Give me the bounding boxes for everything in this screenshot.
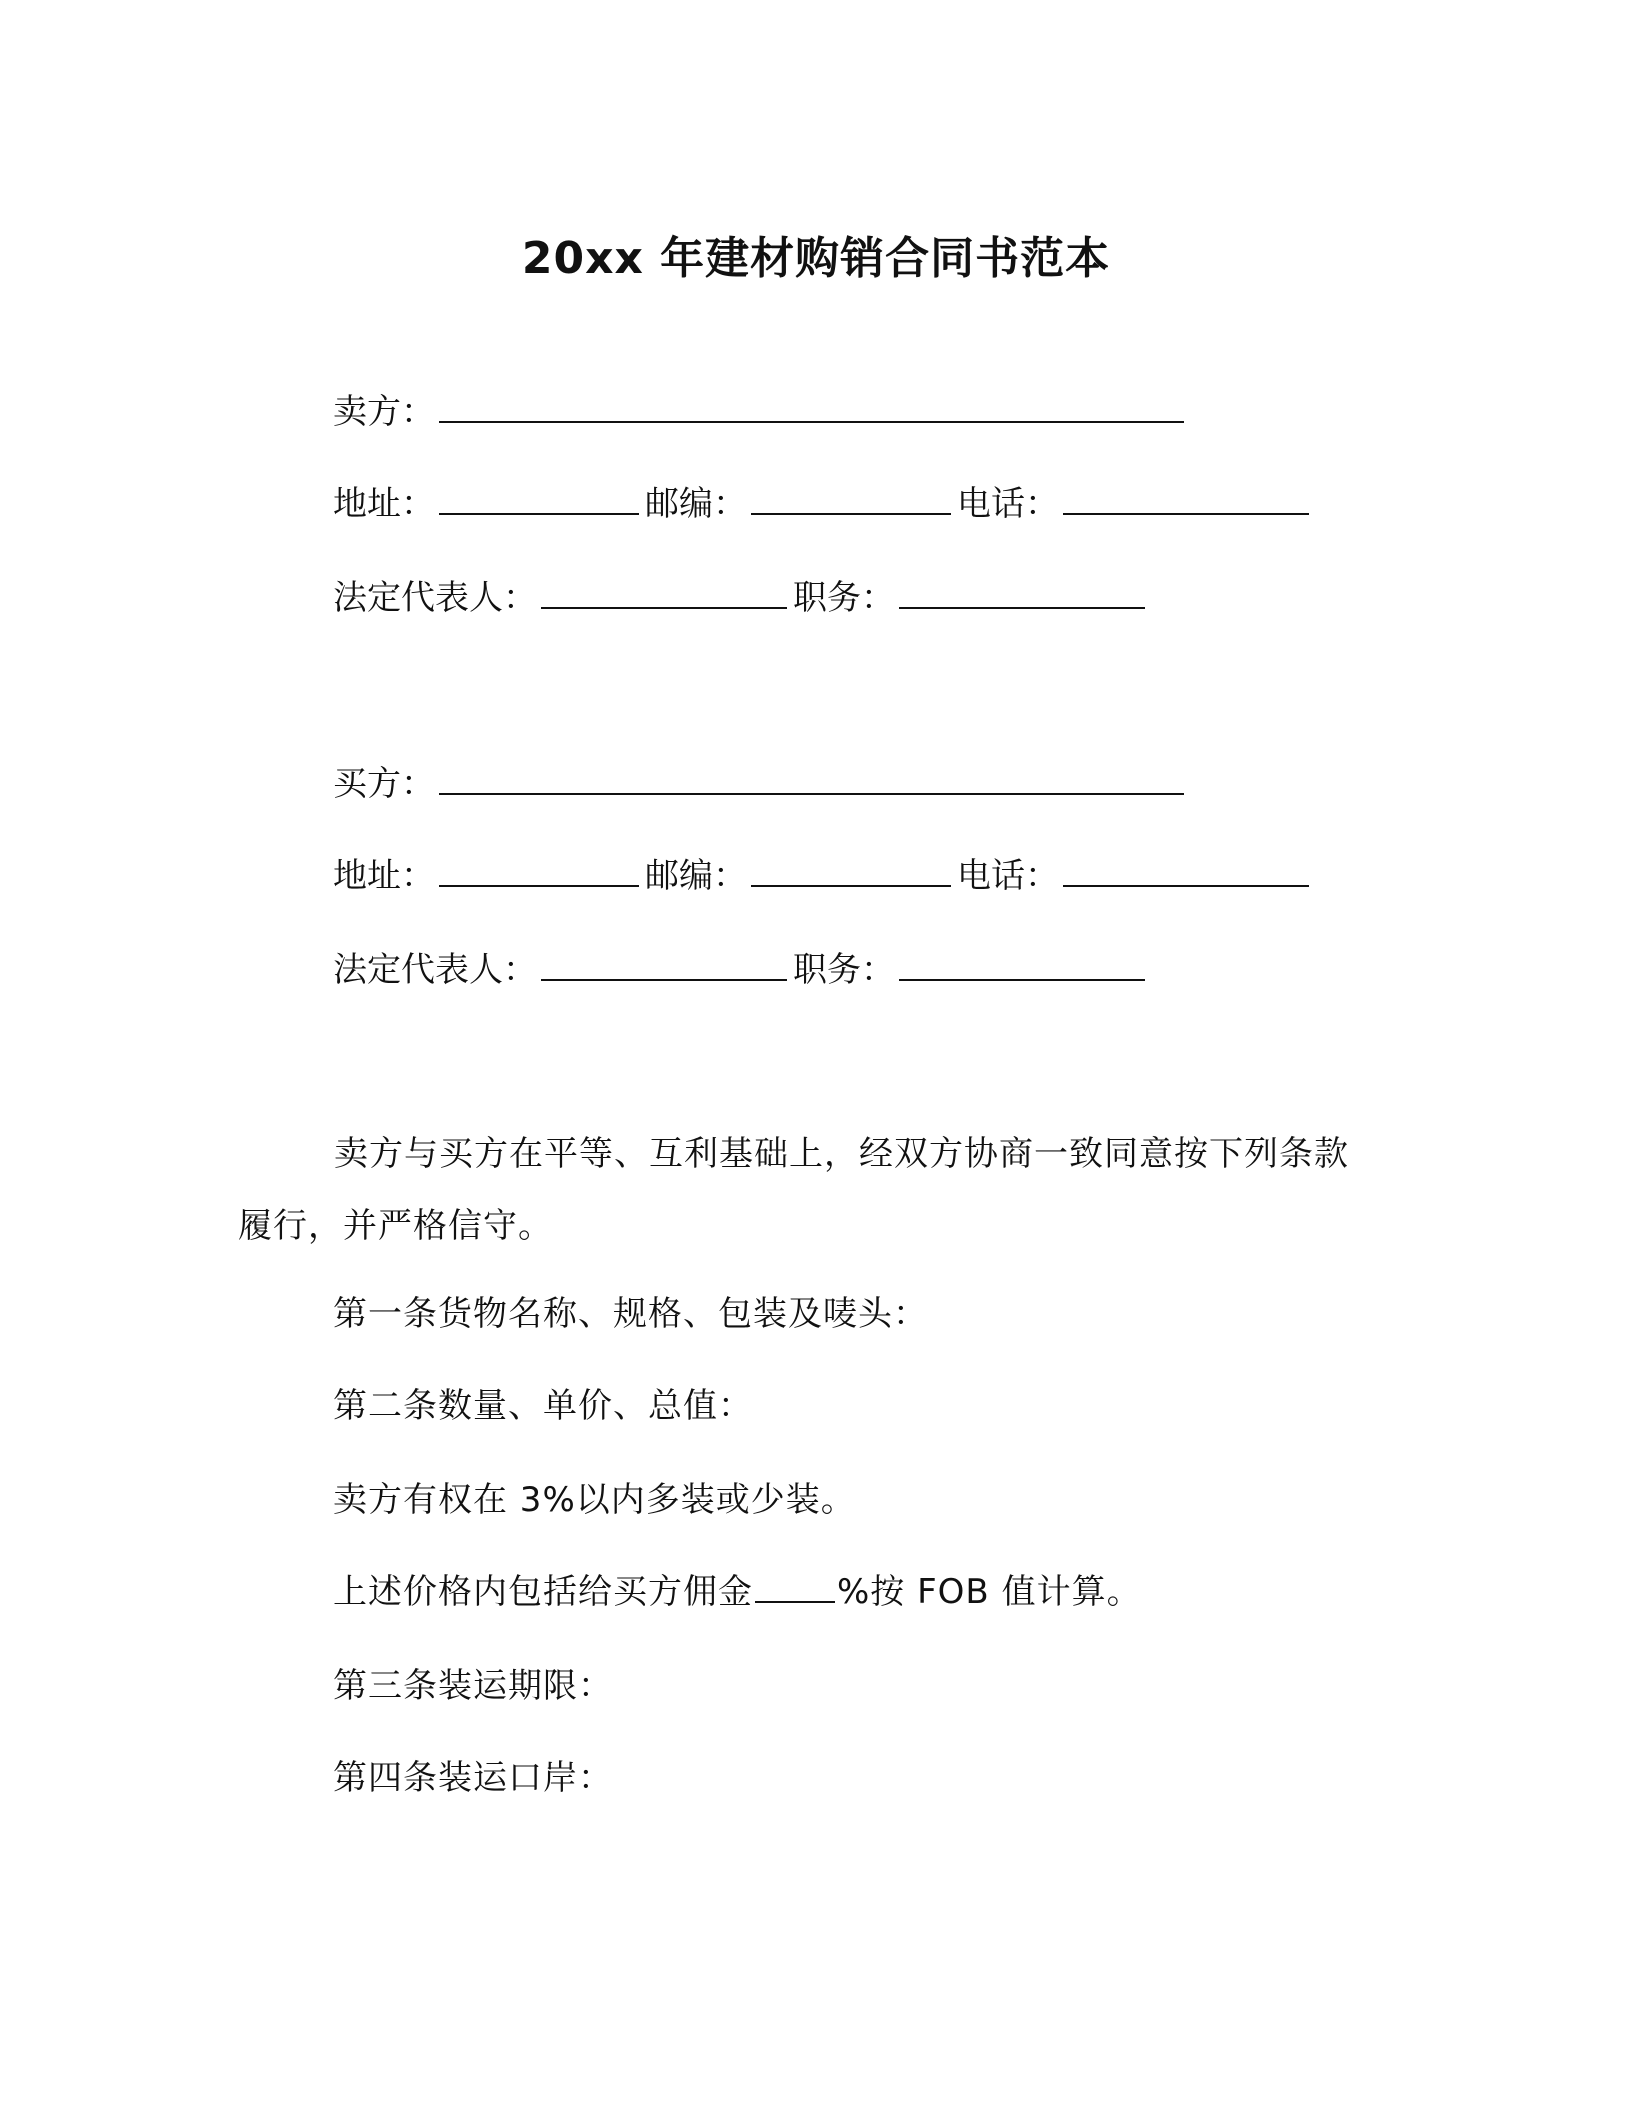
- buyer-position-blank[interactable]: [899, 949, 1145, 981]
- seller-position-blank[interactable]: [899, 577, 1145, 609]
- commission-text-before: 上述价格内包括给买方佣金: [333, 1572, 753, 1612]
- clause-1: 第一条货物名称、规格、包装及唛头：: [333, 1294, 928, 1334]
- seller-postcode-blank[interactable]: [751, 483, 951, 515]
- buyer-label: 买方：: [333, 764, 435, 804]
- commission-text-after: %按 FOB 值计算。: [837, 1572, 1142, 1612]
- seller-contact-line: [333, 480, 1315, 528]
- seller-postcode-label: 邮编：: [645, 484, 747, 524]
- buyer-phone-blank[interactable]: [1063, 855, 1309, 887]
- buyer-name-line: [333, 760, 1190, 808]
- seller-address-label: 地址：: [333, 484, 435, 524]
- buyer-legal-rep-blank[interactable]: [541, 949, 787, 981]
- seller-phone-blank[interactable]: [1063, 483, 1309, 515]
- buyer-postcode-blank[interactable]: [751, 855, 951, 887]
- buyer-position-label: 职务：: [793, 950, 895, 990]
- seller-label: 卖方：: [333, 392, 435, 432]
- seller-position-label: 职务：: [793, 578, 895, 618]
- seller-legal-rep-blank[interactable]: [541, 577, 787, 609]
- document-title: 20xx 年建材购销合同书范本: [521, 233, 1111, 284]
- clause-3: 第三条装运期限：: [333, 1666, 613, 1706]
- buyer-postcode-label: 邮编：: [645, 856, 747, 896]
- seller-address-blank[interactable]: [439, 483, 639, 515]
- clause-2-note-commission: [333, 1568, 1142, 1616]
- buyer-legal-rep-label: 法定代表人：: [333, 950, 537, 990]
- buyer-address-label: 地址：: [333, 856, 435, 896]
- clause-2: 第二条数量、单价、总值：: [333, 1386, 753, 1426]
- buyer-address-blank[interactable]: [439, 855, 639, 887]
- clause-2-note-overload: 卖方有权在 3%以内多装或少装。: [333, 1480, 856, 1520]
- intro-paragraph: 卖方与买方在平等、互利基础上，经双方协商一致同意按下列条款履行，并严格信守。: [238, 1134, 1349, 1246]
- commission-rate-blank[interactable]: [755, 1571, 835, 1603]
- buyer-phone-label: 电话：: [957, 856, 1059, 896]
- seller-name-line: [333, 388, 1190, 436]
- seller-rep-line: [333, 574, 1151, 622]
- seller-phone-label: 电话：: [957, 484, 1059, 524]
- seller-legal-rep-label: 法定代表人：: [333, 578, 537, 618]
- clause-4: 第四条装运口岸：: [333, 1758, 613, 1798]
- seller-name-blank[interactable]: [439, 391, 1184, 423]
- buyer-name-blank[interactable]: [439, 763, 1184, 795]
- buyer-rep-line: [333, 946, 1151, 994]
- buyer-contact-line: [333, 852, 1315, 900]
